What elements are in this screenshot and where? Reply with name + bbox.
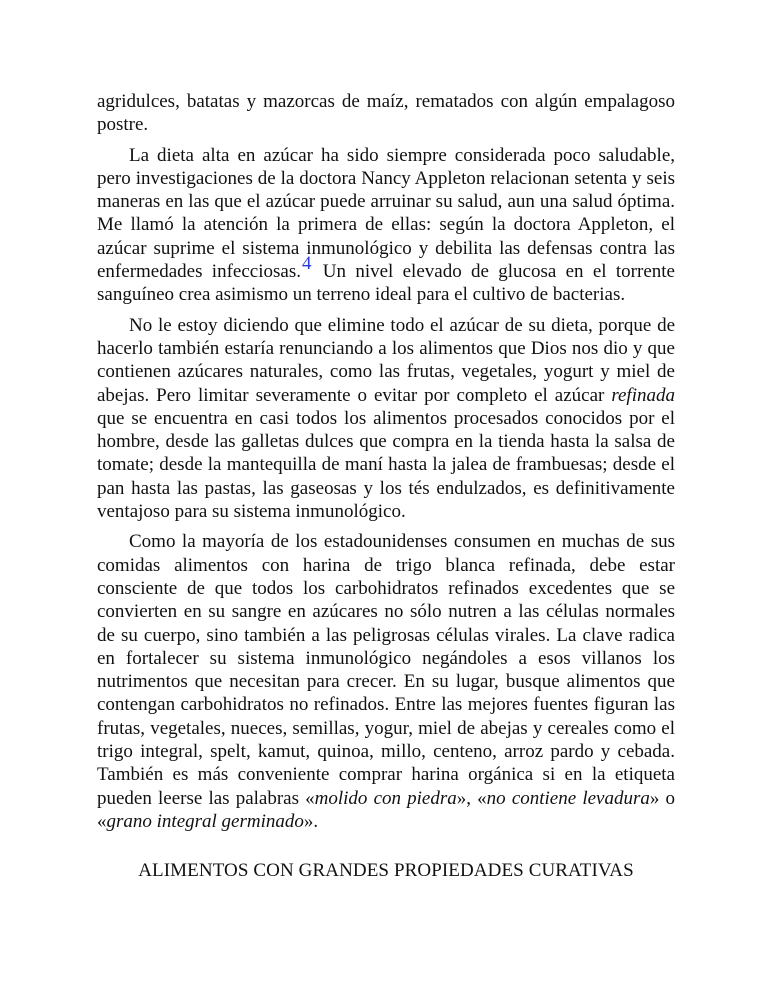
paragraph-refined-sugar: [97, 314, 675, 524]
paragraph-text: La dieta alta en azúcar ha sido siempre considerada poco saludable, pero investigaciones de la doctora Nancy Appleton relacionan setenta y seis maneras en las que el azúcar puede arruinar su salud, aun una salud óptima. Me llamó la atención la primera de ellas: según la doctora Appleton, el azúcar suprime el sistema inmunológico y debilita las defensas contra las enfermedades infecciosas.: [97, 144, 675, 283]
emphasis-text: grano integral germinado: [106, 810, 304, 832]
section-heading: ALIMENTOS CON GRANDES PROPIEDADES CURATIVAS: [138, 860, 634, 881]
emphasis-text: refinada: [611, 384, 675, 406]
emphasis-text: no contiene levadura: [486, 787, 650, 809]
paragraph-text: No le estoy diciendo que elimine todo el azúcar de su dieta, porque de hacerlo también estaría renunciando a los alimentos que Dios nos dio y que contienen azúcares naturales, como las frutas, vegetales, yogurt y miel de abejas. Pero limitar severamente o evitar por completo el azúcar: [97, 314, 675, 406]
paragraph-sugar-diet: [97, 144, 675, 307]
emphasis-text: molido con piedra: [314, 787, 457, 809]
paragraph-text: ».: [303, 810, 319, 832]
footnote-reference-link[interactable]: 4: [301, 252, 312, 274]
paragraph-continuation: [97, 90, 675, 137]
paragraph-text: Un nivel elevado de glucosa en el torrente sanguíneo crea asimismo un terreno ideal para el cultivo de bacterias.: [97, 261, 675, 306]
paragraph-text: », «: [456, 787, 487, 809]
page-body: [97, 90, 675, 840]
paragraph-refined-flour: [97, 530, 675, 833]
paragraph-text: que se encuentra en casi todos los alimentos procesados conocidos por el hombre, desde las galletas dulces que compra en la tienda hasta la salsa de tomate; desde la mantequilla de maní hasta la jalea de frambuesas; desde el pan hasta las pastas, las gaseosas y los tés endulzados, es definitivamente ventajoso para su sistema inmunológico.: [97, 407, 675, 523]
paragraph-text: Como la mayoría de los estadounidenses consumen en muchas de sus comidas alimentos con harina de trigo blanca refinada, debe estar consciente de que todos los carbohidratos refinados excedentes que se convierten en su sangre en azúcares no sólo nutren a las células normales de su cuerpo, sino también a las peligrosas células virales. La clave radica en fortalecer su sistema inmunológico negándoles a esos villanos los nutrimentos que necesitan para crecer. En su lugar, busque alimentos que contengan carbohidratos no refinados. Entre las mejores fuentes figuran las frutas, vegetales, nueces, semillas, yogur, miel de abejas y cereales como el trigo integral, spelt, kamut, quinoa, millo, centeno, arroz pardo y cebada. También es más conveniente comprar harina orgánica si en la etiqueta pueden leerse las palabras «: [97, 531, 675, 809]
paragraph-text: » o «: [97, 787, 676, 832]
paragraph-text: agridulces, batatas y mazorcas de maíz, rematados con algún empalagoso postre.: [97, 91, 675, 136]
